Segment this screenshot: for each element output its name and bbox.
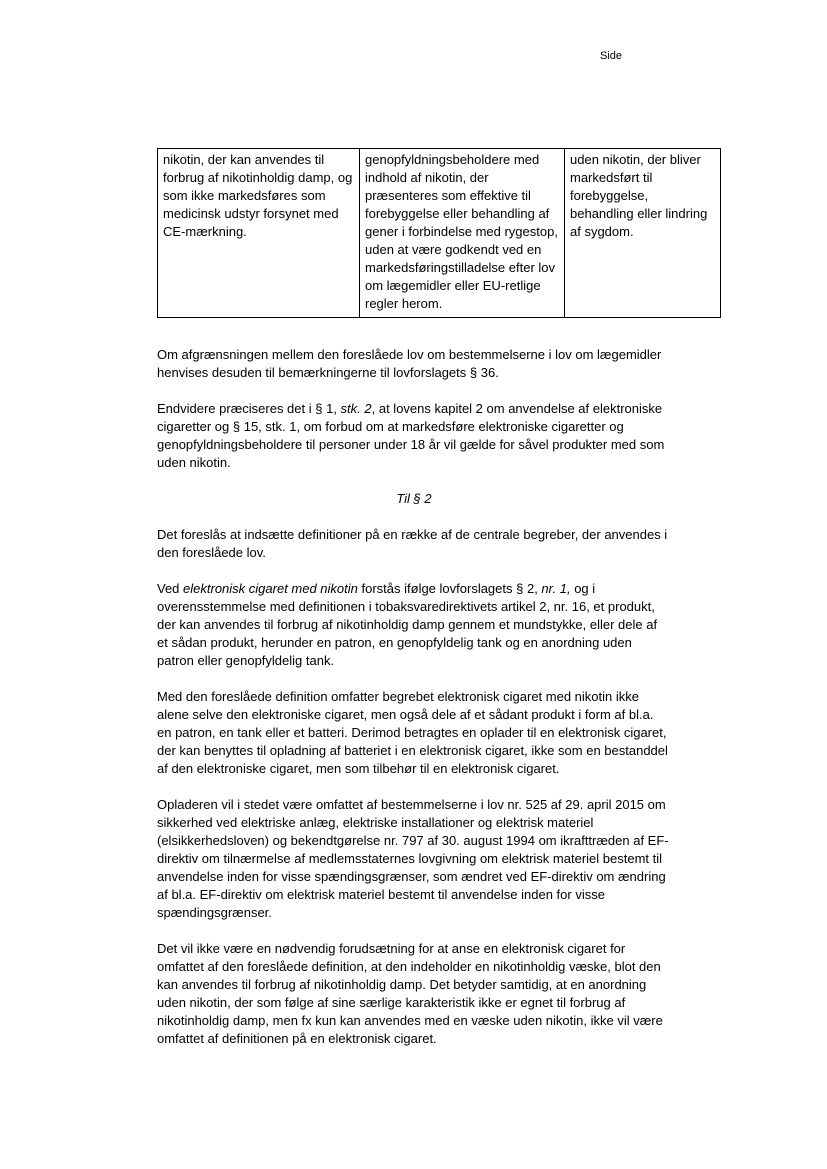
italic-text-run: elektronisk cigaret med nikotin xyxy=(183,581,358,596)
italic-text-run: nr. 1, xyxy=(541,581,571,596)
text-run: Med den foreslåede definition omfatter begrebet elektronisk cigaret med nikotin ikke alene selve den elektroniske cigaret, men også dele af et sådant produkt i form af bl.a. en patron, en tank eller et batteri. Derimod betragtes en oplader til en elektronisk cigaret, der kan benyttes til opladning af batteriet i en elektronisk cigaret, ikke som en bestanddel af den elektroniske cigaret, men som tilbehør til en elektronisk cigaret. xyxy=(157,689,668,776)
table-cell-nikotin-damp: nikotin, der kan anvendes til forbrug af nikotinholdig damp, og som ikke markedsføres som medicinsk udstyr forsynet med CE-mærkning. xyxy=(158,149,360,318)
table-cell-uden-nikotin: uden nikotin, der bliver markedsført til forebyggelse, behandling eller lindring af sygdom. xyxy=(565,149,721,318)
paragraph-definition-omfang xyxy=(157,688,671,778)
table-cell-genopfyldningsbeholdere: genopfyldningsbeholdere med indhold af nikotin, der præsenteres som effektive til forebyggelse eller behandling af gener i forbindelse med rygestop, uden at være godkendt ved en markedsføringstilladelse efter lov om lægemidler eller EU-retlige regler herom. xyxy=(360,149,565,318)
italic-text-run: stk. 2 xyxy=(340,401,372,416)
text-run: Det vil ikke være en nødvendig forudsætning for at anse en elektronisk cigaret for omfattet af den foreslåede definition, at den indeholder en nikotinholdig væske, blot den kan anvendes til forbrug af nikotinholdig damp. Det betyder samtidig, at en anordning uden nikotin, der som følge af sine særlige karakteristik ikke er egnet til forbrug af nikotinholdig damp, men fx kun kan anvendes med en væske uden nikotin, ikke vil være omfattet af definitionen på en elektronisk cigaret. xyxy=(157,941,663,1046)
text-run: Opladeren vil i stedet være omfattet af bestemmelserne i lov nr. 525 af 29. april 2015 om sikkerhed ved elektriske anlæg, elektriske installationer og elektrisk materiel (elsikkerhedsloven) og bekendtgørelse nr. 797 af 30. august 1994 om ikrafttræden af EF-direktiv om tilnærmelse af medlemsstaternes lovgivning om elektrisk materiel bestemt til anvendelse inden for visse spændingsgrænser, som ændret ved EF-direktiv om ændring af bl.a. EF-direktiv om elektrisk materiel bestemt til anvendelse inden for visse spændingsgrænser. xyxy=(157,797,669,920)
text-run: Endvidere præciseres det i § 1, xyxy=(157,401,341,416)
page-number-label: Side xyxy=(600,50,623,62)
text-run: Det foreslås at indsætte definitioner på en række af de centrale begreber, der anvendes i den foreslåede lov. xyxy=(157,527,668,560)
text-run: og i overensstemmelse med definitionen i tobaksvaredirektivets artikel 2, nr. 16, et produkt, der kan anvendes til forbrug af nikotinholdig damp gennem et mundstykke, eller dele af et sådan produkt, herunder en patron, en genopfyldelig tank og en anordning uden patron eller genopfyldelig tank. xyxy=(157,581,658,668)
paragraph-afgraensning xyxy=(157,346,671,382)
paragraph-praecisering xyxy=(157,400,671,472)
text-run: Om afgrænsningen mellem den foreslåede lov om bestemmelserne i lov om lægemidler henvises desuden til bemærkningerne til lovforslagets § 36. xyxy=(157,347,662,380)
body-text xyxy=(157,346,671,1066)
table-row xyxy=(158,149,721,318)
paragraph-definitioner xyxy=(157,526,671,562)
text-run: Ved xyxy=(157,581,184,596)
italic-text-run: Til § 2 xyxy=(396,491,432,506)
section-heading-til-2 xyxy=(157,490,671,508)
paragraph-noedvendig-forudsaetning xyxy=(157,940,671,1048)
paragraph-oplader xyxy=(157,796,671,922)
text-run: forstås ifølge lovforslagets § 2, xyxy=(357,581,542,596)
paragraph-elektronisk-cigaret-definition xyxy=(157,580,671,670)
definitions-table xyxy=(157,148,721,318)
text-run: , at lovens kapitel 2 om anvendelse af elektroniske cigaretter og § 15, stk. 1, om forbud om at markedsføre elektroniske cigaretter og genopfyldningsbeholdere til personer under 18 år vil gælde for såvel produkter med som uden nikotin. xyxy=(157,401,665,470)
